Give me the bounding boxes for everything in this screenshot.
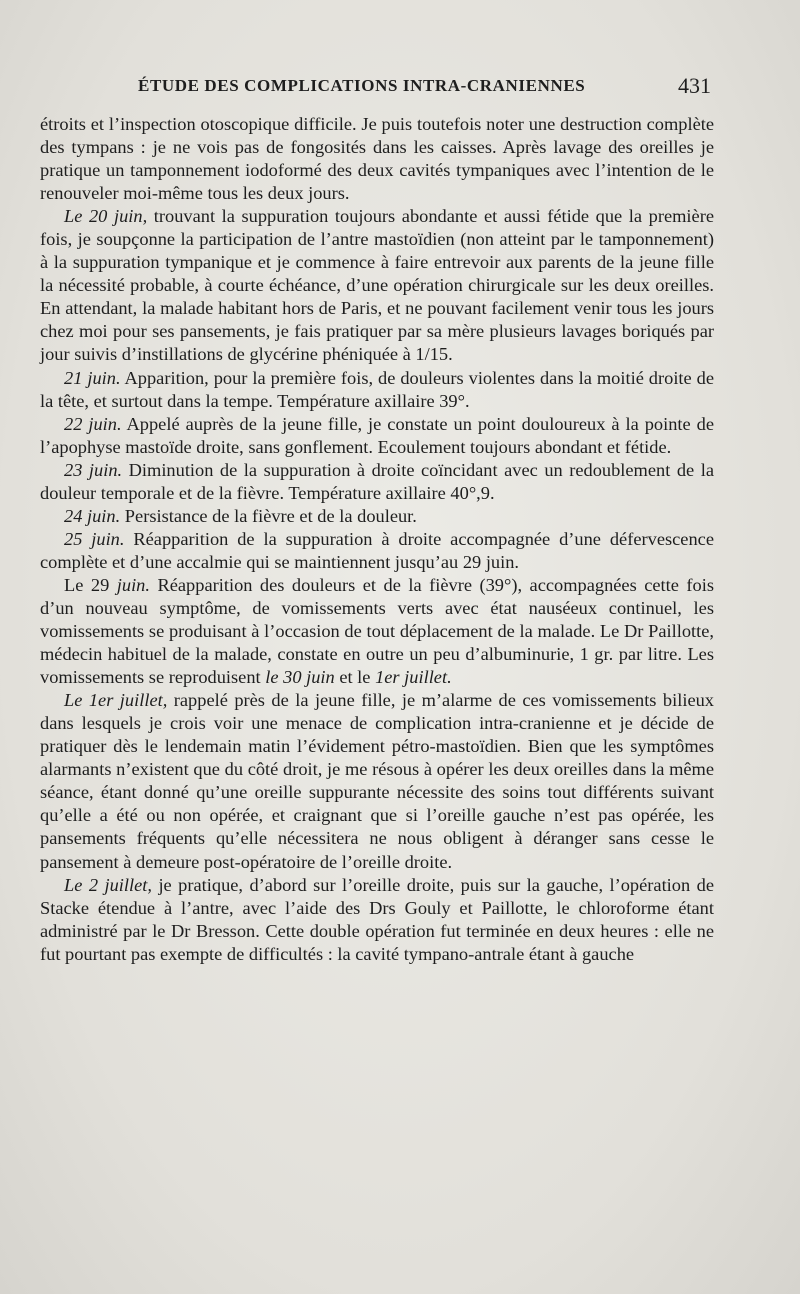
paragraph-text: je pratique, d’abord sur l’oreille droite, puis sur la gauche, l’opération de Stacke étendue à l’antre, avec l’aide des Drs Gouly et Paillotte, le chloroforme étant administré par le Dr Bresson. Cette double opération fut terminée en deux heures : elle ne fut pourtant pas exempte de difficultés : la cavité tympano-antrale étant à gauche — [40, 874, 714, 964]
paragraph — [40, 367, 714, 413]
body-text — [40, 113, 714, 966]
paragraph — [40, 459, 714, 505]
date-label: 25 juin. — [64, 528, 125, 549]
paragraph — [40, 574, 714, 689]
paragraph-text: Réapparition des douleurs et de la fièvre (39°), accompagnées cette fois d’un nouveau symptôme, de vomissements verts avec état nauséeux continuel, les vomissements se produisant à l’occasion de tout déplacement de la malade. Le Dr Paillotte, médecin habituel de la malade, constate en outre un peu d’albuminurie, 1 gr. par litre. Les vomissements se reproduisent — [40, 574, 715, 688]
date-label: 1er juillet. — [375, 667, 452, 688]
page-number: 431 — [678, 73, 711, 98]
paragraph-text: Réapparition de la suppuration à droite accompagnée d’une défervescence complète et d’une accalmie qui se maintiennent jusqu’au 29 juin. — [40, 528, 714, 572]
paragraph-lead: Le 29 — [64, 574, 117, 595]
date-label: Le 1er juillet, — [64, 690, 168, 711]
date-label: Le 2 juillet, — [64, 874, 152, 895]
date-label: Le 20 juin, — [64, 206, 148, 227]
page-header — [0, 74, 800, 100]
paragraph-text: Apparition, pour la première fois, de douleurs violentes dans la moitié droite de la tête, et surtout dans la tempe. Température axillaire 39°. — [40, 367, 715, 411]
paragraph — [40, 413, 714, 459]
running-title: ÉTUDE DES COMPLICATIONS INTRA-CRANIENNES — [138, 76, 586, 95]
date-label: juin. — [116, 574, 150, 595]
paragraph — [40, 528, 714, 574]
paragraph-text: étroits et l’inspection otoscopique difficile. Je puis toutefois noter une destruction complète des tympans : je ne vois pas de fongosités dans les caisses. Après lavage des oreilles je pratique un tamponnement iodoformé des deux cavités tympaniques avec l’intention de le renouveler moi-même tous les deux jours. — [40, 114, 714, 204]
paragraph-text: Persistance de la fièvre et de la douleur. — [120, 505, 417, 526]
paragraph — [40, 689, 714, 873]
paragraph — [40, 874, 714, 966]
paragraph-text: Diminution de la suppuration à droite coïncidant avec un redoublement de la douleur temporale et de la fièvre. Température axillaire 40°,9. — [40, 459, 714, 503]
paragraph — [40, 505, 714, 528]
date-label: 23 juin. — [64, 459, 123, 480]
paragraph — [40, 113, 714, 205]
paragraph-text: Appelé auprès de la jeune fille, je constate un point douloureux à la pointe de l’apophyse mastoïde droite, sans gonflement. Ecoulement toujours abondant et fétide. — [40, 413, 714, 457]
date-label: 22 juin. — [64, 413, 122, 434]
date-label: le 30 juin — [265, 667, 335, 688]
date-label: 24 juin. — [64, 505, 121, 526]
date-label: 21 juin. — [64, 367, 121, 388]
paragraph — [40, 205, 714, 366]
paragraph-text: rappelé près de la jeune fille, je m’alarme de ces vomissements bilieux dans lesquels je crois voir une menace de complication intra-cranienne et je décide de pratiquer dès le lendemain matin l’évidement pétro-mastoïdien. Bien que les symptômes alarmants n’existent que du côté droit, je me résous à opérer les deux oreilles dans la même séance, étant donné qu’une oreille suppurante nécessite des soins tout différents suivant qu’elle a été ou non opérée, et craignant que si l’oreille gauche n’est pas opérée, les pansements fréquents qu’elle nécessitera ne nous obligent à déranger sans cesse le pansement à demeure post-opératoire de l’oreille droite. — [40, 690, 714, 872]
paragraph-text: trouvant la suppuration toujours abondante et aussi fétide que la première fois, je soupçonne la participation de l’antre mastoïdien (non atteint par le tamponnement) à la suppuration tympanique et je commence à faire entrevoir aux parents de la jeune fille la nécessité probable, à courte échéance, d’une opération chirurgicale sur les deux oreilles. En attendant, la malade habitant hors de Paris, et ne pouvant facilement venir tous les jours chez moi pour ses pansements, je fais pratiquer par sa mère plusieurs lavages boriqués par jour suivis d’instillations de glycérine phéniquée à 1/15. — [40, 206, 714, 365]
paragraph-text: et le — [334, 667, 376, 688]
